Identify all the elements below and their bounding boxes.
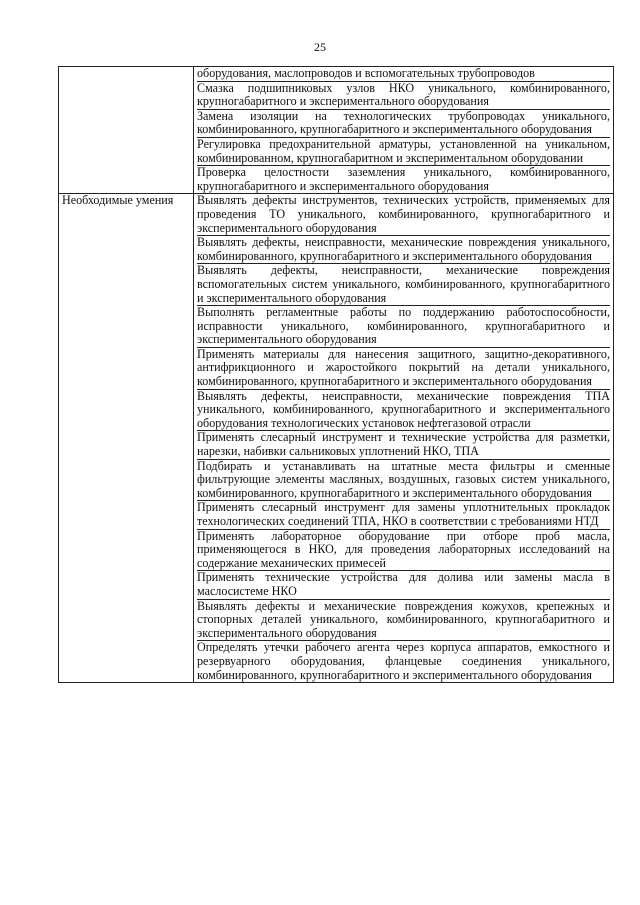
list-item: Выявлять дефекты, неисправности, механические повреждения вспомогательных систем уникального, комбинированного, крупногабаритного и экспериментального оборудования [197,263,610,305]
row-label-necessary-skills: Необходимые умения [59,194,194,683]
competency-table [58,66,614,683]
list-item: оборудования, маслопроводов и вспомогательных трубопроводов [197,67,610,82]
list-item: Регулировка предохранительной арматуры, установленной на уникальном, комбинированном, крупногабаритном и экспериментальном оборудовании [197,136,610,165]
list-item: Подбирать и устанавливать на штатные места фильтры и сменные фильтрующие элементы масляных, воздушных, газовых систем уникального, комбинированного, крупногабаритного и экспериментального оборудования [197,458,610,500]
list-item: Выполнять регламентные работы по поддержанию работоспособности, исправности уникального, комбинированного, крупногабаритного и экспериментального оборудования [197,305,610,347]
list-item: Замена изоляции на технологических трубопроводах уникального, комбинированного, крупногабаритного и экспериментального оборудования [197,108,610,137]
page-number: 25 [314,40,326,54]
table-row [59,67,614,194]
row-label [59,67,194,194]
table-row [59,194,614,683]
list-item: Выявлять дефекты инструментов, технических устройств, применяемых для проведения ТО уникального, комбинированного, крупногабаритного и экспериментального оборудования [197,193,610,235]
list-item: Проверка целостности заземления уникального, комбинированного, крупногабаритного и экспериментального оборудования [197,165,610,193]
list-item: Выявлять дефекты, неисправности, механические повреждения уникального, комбинированного, крупногабаритного и экспериментального оборудования [197,235,610,263]
list-item: Применять технические устройства для долива или замены масла в маслосистеме НКО [197,570,610,598]
list-item: Определять утечки рабочего агента через корпуса аппаратов, емкостного и резервуарного оборудования, фланцевые соединения уникального, комбинированного, крупногабаритного и экспериментального оборудования [197,640,610,682]
row-content [194,67,614,194]
row-content [194,194,614,683]
list-item: Применять слесарный инструмент и технические устройства для разметки, нарезки, набивки сальниковых уплотнений НКО, ТПА [197,430,610,459]
list-item: Применять слесарный инструмент для замены уплотнительных прокладок технологических соединений ТПА, НКО в соответствии с требованиями НТД [197,500,610,528]
list-item: Применять лабораторное оборудование при отборе проб масла, применяющегося в НКО, для проведения лабораторных исследований на содержание механических примесей [197,528,610,570]
list-item: Выявлять дефекты, неисправности, механические повреждения ТПА уникального, комбинированного, крупногабаритного и экспериментального оборудования технологических установок нефтегазовой отрасли [197,388,610,430]
list-item: Выявлять дефекты и механические повреждения кожухов, крепежных и стопорных деталей уникального, комбинированного, крупногабаритного и экспериментального оборудования [197,598,610,640]
list-item: Применять материалы для нанесения защитного, защитно-декоративного, антифрикционного и жаростойкого покрытий на детали уникального, комбинированного, крупногабаритного и экспериментального оборудования [197,346,610,389]
list-item: Смазка подшипниковых узлов НКО уникального, комбинированного, крупногабаритного и экспериментального оборудования [197,80,610,109]
